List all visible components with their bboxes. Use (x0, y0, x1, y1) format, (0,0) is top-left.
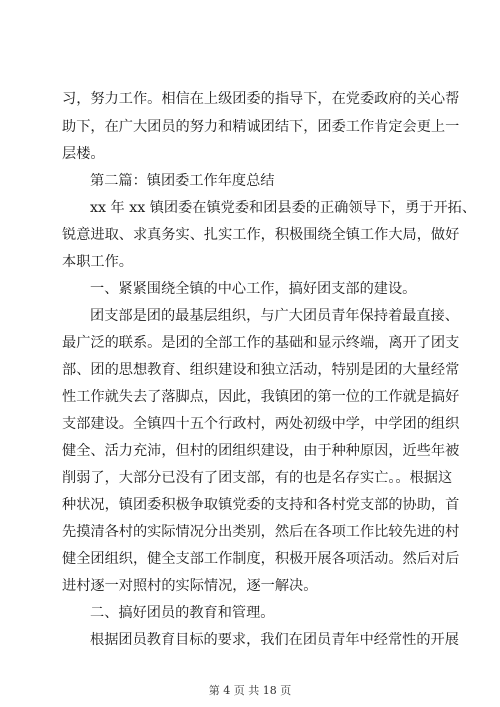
text-line: 层楼。 (62, 146, 105, 162)
text-line: 团支部是团的最基层组织，与广大团员青年保持着最直接、 (90, 308, 459, 324)
text-line: 锐意进取、求真务实、扎实工作，积极围绕全镇工作大局，做好 (62, 227, 460, 243)
text-line: 部、团的思想教育、组织建设和独立活动，特别是团的大量经常 (62, 362, 460, 378)
text-line: 习，努力工作。相信在上级团委的指导下，在党委政府的关心帮 (62, 91, 460, 107)
page-footer: 第 4 页 共 18 页 (208, 684, 292, 697)
text-line: 最广泛的联系。是团的全部工作的基础和显示终端，离开了团支 (62, 335, 460, 351)
text-line: 先摸清各村的实际情况分出类别，然后在各项工作比较先进的村 (62, 524, 460, 540)
text-line: 根据团员教育目标的要求，我们在团员青年中经常性的开展 (90, 632, 459, 648)
text-line: 助下，在广大团员的努力和精诚团结下，团委工作肯定会更上一 (62, 119, 460, 135)
text-line: 本职工作。 (62, 254, 133, 270)
text-line: 削弱了，大部分已没有了团支部，有的也是名存实亡。。根据这 (62, 470, 453, 486)
text-line: 健全、活力充沛，但村的团组织建设，由于种种原因，近些年被 (62, 443, 460, 459)
text-line: 进村逐一对照村的实际情况，逐一解决。 (62, 578, 318, 594)
section-heading: 第二篇：镇团委工作年度总结 (90, 173, 275, 189)
text-line: 健全团组织，健全支部工作制度，积极开展各项活动。然后对后 (62, 551, 460, 567)
subsection-heading: 二、搞好团员的教育和管理。 (90, 605, 275, 621)
text-line: 支部建设。全镇四十五个行政村，两处初级中学，中学团的组织 (62, 416, 460, 432)
text-line: xx 年 xx 镇团委在镇党委和团县委的正确领导下，勇于开拓、 (90, 200, 477, 216)
text-line: 种状况，镇团委积极争取镇党委的支持和各村党支部的协助，首 (62, 497, 460, 513)
subsection-heading: 一、紧紧围绕全镇的中心工作，搞好团支部的建设。 (90, 281, 417, 297)
text-line: 性工作就失去了落脚点，因此，我镇团的第一位的工作就是搞好 (62, 389, 460, 405)
